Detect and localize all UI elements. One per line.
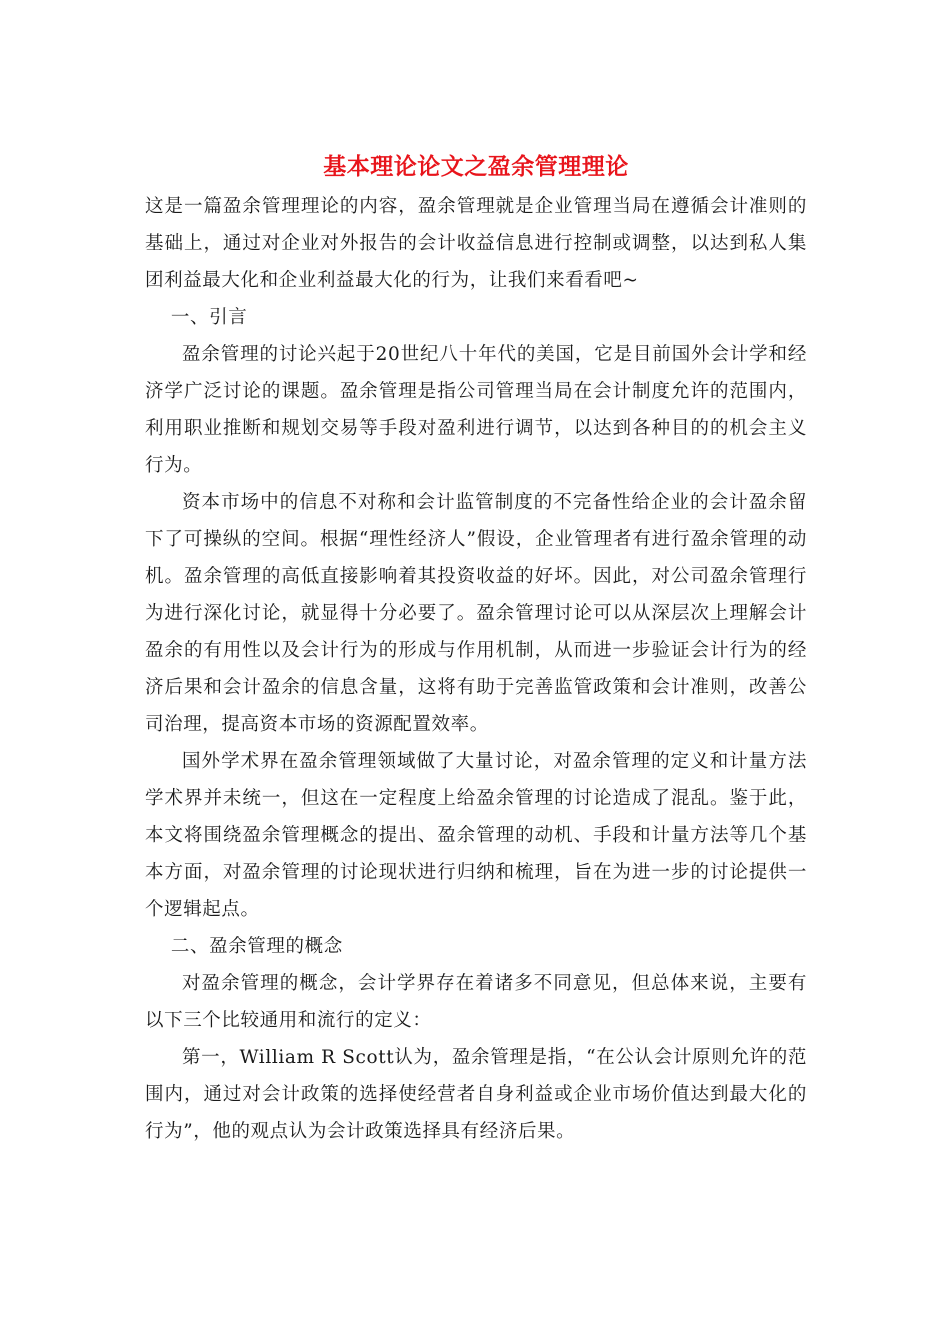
section-heading-concept: 二、盈余管理的概念 [170,936,343,957]
section-heading-introduction: 一、引言 [170,307,248,328]
paragraph: 资本市场中的信息不对称和会计监管制度的不完备性给企业的会计盈余留下了可操纵的空间。根据“理性经济人”假设，企业管理者有进行盈余管理的动机。盈余管理的高低直接影响着其投资收益的好坏。因此，对公司盈余管理行为进行深化讨论，就显得十分必要了。盈余管理讨论可以从深层次上理解会计盈余的有用性以及会计行为的形成与作用机制，从而进一步验证会计行为的经济后果和会计盈余的信息含量，这将有助于完善监管政策和会计准则，改善公司治理，提高资本市场的资源配置效率。 [145,492,807,735]
document-title: 基本理论论文之盈余管理理论 [323,153,629,180]
document-body [145,150,807,1150]
paragraph: 对盈余管理的概念，会计学界存在着诸多不同意见，但总体来说，主要有以下三个比较通用和流行的定义： [145,973,807,1031]
paragraph: 第一，William R Scott认为，盈余管理是指，“在公认会计原则允许的范围内，通过对会计政策的选择使经营者自身利益或企业市场价值达到最大化的行为”，他的观点认为会计政策选择具有经济后果。 [145,1047,807,1142]
intro-paragraph: 这是一篇盈余管理理论的内容，盈余管理就是企业管理当局在遵循会计准则的基础上，通过对企业对外报告的会计收益信息进行控制或调整，以达到私人集团利益最大化和企业利益最大化的行为，让我们来看看吧~ [145,196,807,291]
paragraph: 国外学术界在盈余管理领域做了大量讨论，对盈余管理的定义和计量方法学术界并未统一，但这在一定程度上给盈余管理的讨论造成了混乱。鉴于此，本文将围绕盈余管理概念的提出、盈余管理的动机、手段和计量方法等几个基本方面，对盈余管理的讨论现状进行归纳和梳理，旨在为进一步的讨论提供一个逻辑起点。 [145,751,807,920]
paragraph: 盈余管理的讨论兴起于20世纪八十年代的美国，它是目前国外会计学和经济学广泛讨论的课题。盈余管理是指公司管理当局在会计制度允许的范围内，利用职业推断和规划交易等手段对盈利进行调节，以达到各种目的的机会主义行为。 [145,344,807,476]
